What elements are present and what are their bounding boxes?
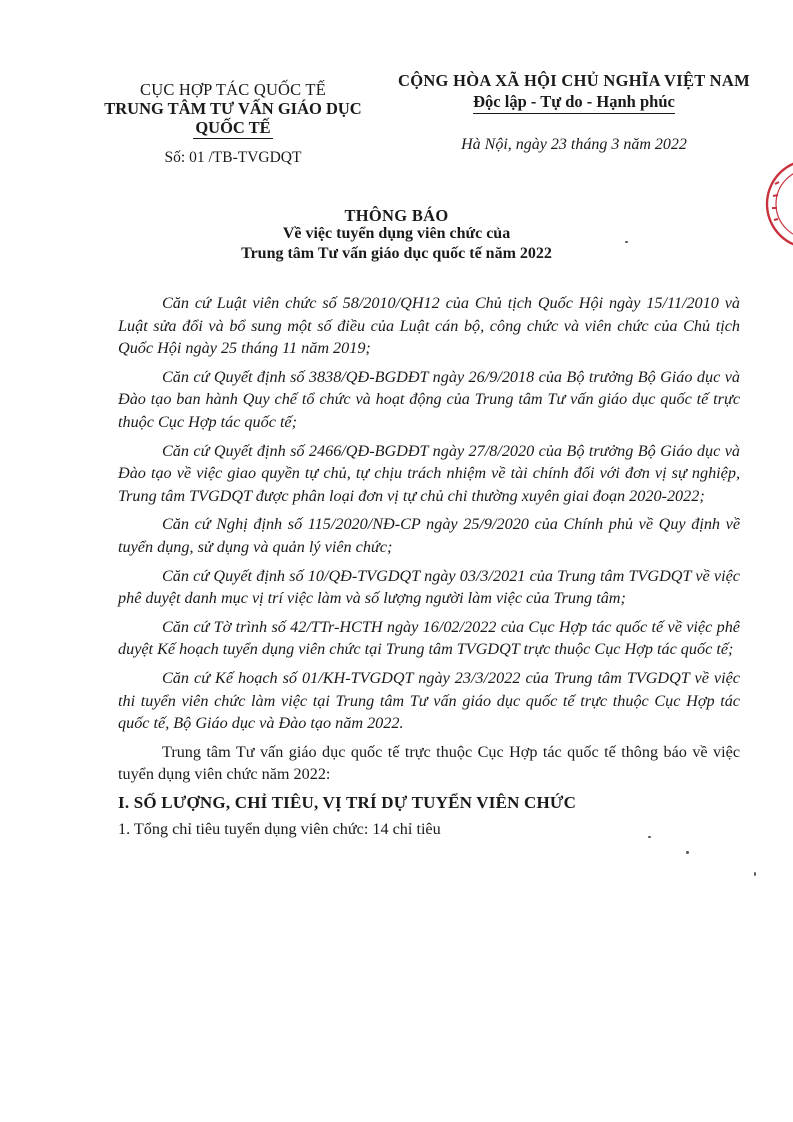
section-item: 1. Tổng chỉ tiêu tuyển dụng viên chức: 14 chỉ tiêu (118, 820, 441, 839)
document-number: Số: 01 /TB-TVGDQT (164, 149, 302, 166)
document-subtitle (0, 224, 793, 264)
legal-basis-paragraph: Căn cứ Quyết định số 10/QĐ-TVGDQT ngày 03/3/2021 của Trung tâm TVGDQT về việc phê duyệt danh mục vị trí việc làm và số lượng người làm việc của Trung tâm; (118, 566, 740, 608)
scan-speck (648, 836, 651, 838)
legal-basis-paragraph: Căn cứ Kế hoạch số 01/KH-TVGDQT ngày 23/3/2022 của Trung tâm TVGDQT về việc thi tuyển viên chức làm việc tại Trung tâm Tư vấn giáo dục quốc tế trực thuộc Cục Hợp tác quốc tế, Bộ Giáo dục và Đào tạo năm 2022. (118, 668, 740, 733)
legal-basis-paragraph: Căn cứ Quyết định số 3838/QĐ-BGDĐT ngày 26/9/2018 của Bộ trưởng Bộ Giáo dục và Đào tạo ban hành Quy chế tổ chức và hoạt động của Trung tâm Tư vấn giáo dục quốc tế trực thuộc Cục Hợp tác quốc tế; (118, 367, 740, 431)
legal-basis-paragraph: Căn cứ Luật viên chức số 58/2010/QH12 của Chủ tịch Quốc Hội ngày 15/11/2010 và Luật sửa đổi và bổ sung một số điều của Luật cán bộ, công chức và viên chức của Chủ tịch Quốc Hội ngày 25 tháng 11 năm 2019; (118, 294, 740, 358)
parent-agency: CỤC HỢP TÁC QUỐC TẾ (140, 80, 326, 99)
document-body (118, 292, 740, 841)
scan-speck (686, 851, 689, 854)
national-motto: Độc lập - Tự do - Hạnh phúc (473, 91, 675, 114)
legal-basis-paragraph: Căn cứ Tờ trình số 42/TTr-HCTH ngày 16/02/2022 của Cục Hợp tác quốc tế về việc phê duyệt Kế hoạch tuyển dụng viên chức tại Trung tâm TVGDQT trực thuộc Cục Hợp tác quốc tế; (118, 617, 740, 659)
subtitle-line2: Trung tâm Tư vấn giáo dục quốc tế năm 2022 (241, 245, 552, 262)
agency-name-line2: QUỐC TẾ (195, 118, 271, 137)
national-title: CỘNG HÒA XÃ HỘI CHỦ NGHĨA VIỆT NAM (397, 71, 750, 90)
document-title: THÔNG BÁO (344, 206, 449, 225)
red-seal-stamp (753, 156, 793, 252)
legal-basis-paragraph: Căn cứ Nghị định số 115/2020/NĐ-CP ngày 25/9/2020 của Chính phủ về Quy định về tuyển dụng, sử dụng và quản lý viên chức; (118, 515, 740, 556)
announcement-paragraph: Trung tâm Tư vấn giáo dục quốc tế trực thuộc Cục Hợp tác quốc tế thông báo về việc tuyển dụng viên chức năm 2022: (118, 742, 740, 784)
agency-name-line1: TRUNG TÂM TƯ VẤN GIÁO DỤC (104, 99, 362, 118)
legal-basis-paragraph: Căn cứ Quyết định số 2466/QĐ-BGDĐT ngày 27/8/2020 của Bộ trưởng Bộ Giáo dục và Đào tạo về việc giao quyền tự chủ, tự chịu trách nhiệm về tài chính đối với đơn vị sự nghiệp, Trung tâm TVGDQT được phân loại đơn vị tự chủ chi thường xuyên giai đoạn 2020-2022; (118, 441, 740, 505)
subtitle-line1: Về việc tuyển dụng viên chức của (282, 225, 511, 242)
scan-speck (625, 241, 628, 243)
section-heading: I. SỐ LƯỢNG, CHỈ TIÊU, VỊ TRÍ DỰ TUYỂN VIÊN CHỨC (118, 792, 577, 812)
issue-date: Hà Nội, ngày 23 tháng 3 năm 2022 (461, 136, 687, 153)
scan-speck (754, 872, 756, 876)
national-heading-block (388, 70, 760, 155)
issuing-agency-block (98, 80, 368, 167)
